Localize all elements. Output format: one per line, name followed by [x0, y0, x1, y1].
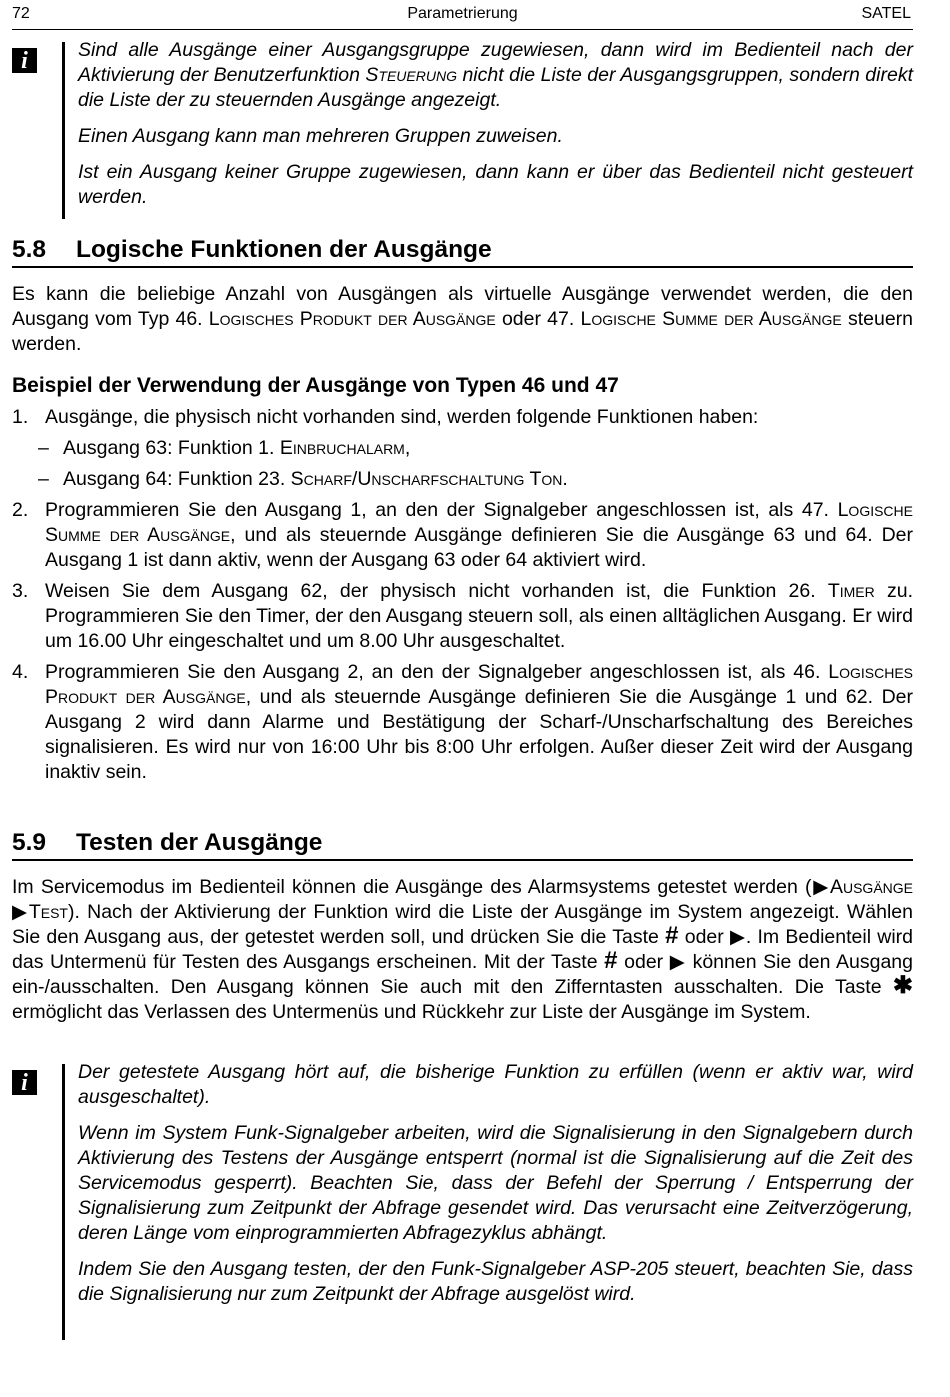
note-text-run: Sind alle Ausgänge einer Ausgangsgruppe zugewiesen, dann wird im Bedienteil nach der Aktivierung der Benutzerfunktion: [78, 39, 913, 86]
info-icon: i: [12, 48, 37, 73]
page-number: 72: [12, 5, 30, 22]
header-title: Parametrierung: [407, 5, 518, 22]
dash-item: [12, 467, 913, 492]
example-list: [12, 405, 913, 791]
function-name: Logische Summe der Ausgänge: [45, 499, 913, 546]
text-run: oder: [678, 926, 730, 948]
list-number: 3.: [12, 580, 29, 602]
list-number: 1.: [12, 406, 29, 428]
function-name: Scharf/Unscharfschaltung Ton: [290, 468, 563, 490]
list-item: [12, 498, 913, 573]
arrow-icon: ▶: [669, 951, 686, 973]
info-icon: i: [12, 1070, 37, 1095]
note-text-run: nicht die Liste der Ausgangsgruppen, sondern direkt die Liste der zu steuernden Ausgänge angezeigt.: [78, 64, 913, 111]
hash-key-icon: #: [604, 947, 618, 974]
section-title: Testen der Ausgänge: [76, 829, 323, 856]
list-item: [12, 660, 913, 785]
star-key-icon: ✱: [892, 972, 913, 999]
section-number: 5.9: [12, 829, 47, 856]
dash-marker: –: [38, 468, 49, 490]
text-run: ,: [404, 437, 411, 459]
text-run: oder 47.: [495, 308, 581, 330]
note-text: [78, 1060, 913, 1318]
text-run: Programmieren Sie den Ausgang 2, an den der Signalgeber angeschlossen ist, als 46.: [45, 661, 829, 683]
header-brand: SATEL: [861, 5, 911, 22]
arrow-icon: ▶: [12, 901, 29, 923]
dash-marker: –: [38, 437, 49, 459]
note-paragraph: [78, 38, 913, 113]
note-bar: [62, 1064, 65, 1340]
function-name: Einbruchalarm: [279, 437, 405, 459]
text-run: , und als steuernde Ausgänge definieren Sie die Ausgänge 1 und 62. Der Ausgang 2 wird dann Alarme und Bestätigung der Scharf-/Unscharfschaltung des Bereiches signalisieren. Es wird nur von 16:00 Uhr bis 8:00 Uhr erfolgen. Außer dieser Zeit wird der Ausgang inaktiv sein.: [45, 686, 913, 783]
hash-key-icon: #: [665, 922, 679, 949]
text-run: zu. Programmieren Sie den Timer, der den Ausgang steuern soll, als einen alltäglichen Ausgang. Er wird um 16.00 Uhr eingeschaltet und um 8.00 Uhr ausgeschaltet.: [45, 580, 913, 652]
menu-path: Test: [28, 901, 68, 923]
text-run: . Im Bedienteil wird das Untermenü für Testen des Ausgangs erscheinen. Mit der Taste: [12, 926, 914, 973]
text-run: Ausgang 63: Funktion 1.: [63, 437, 280, 459]
text-run: oder: [617, 951, 670, 973]
note-bar: [62, 42, 65, 219]
function-name: Logische Summe der Ausgänge: [580, 308, 842, 330]
menu-path: Ausgänge: [829, 876, 913, 898]
text-run: ). Nach der Aktivierung der Funktion wird die Liste der Ausgänge im System angezeigt. Wählen Sie den Ausgang aus, der getestet werden soll, und drücken Sie die Taste: [12, 901, 913, 948]
list-number: 2.: [12, 499, 29, 521]
list-item: [12, 579, 913, 654]
note-paragraph: Ist ein Ausgang keiner Gruppe zugewiesen, dann kann er über das Bedienteil nicht gesteuert werden.: [78, 161, 913, 208]
note-paragraph: Wenn im System Funk-Signalgeber arbeiten, wird die Signalisierung in den Signalgebern durch Aktivierung des Testens der Ausgänge entsperrt (normal ist die Signalisierung auf die Zeit des Servicemodus gesperrt). Beachten Sie, dass der Befehl der Sperrung / Entsperrung der Signalisierung zum Zeitpunkt der Abfrage gesendet wird. Das verursacht eine Zeitverzögerung, deren Länge vom einprogrammierten Abfragezyklus abhängt.: [78, 1122, 913, 1244]
text-run: Weisen Sie dem Ausgang 62, der physisch nicht vorhanden ist, die Funktion 26.: [45, 580, 828, 602]
list-text: Ausgänge, die physisch nicht vorhanden sind, werden folgende Funktionen haben:: [45, 406, 759, 428]
arrow-icon: ▶: [730, 926, 746, 948]
function-name: Logisches Produkt der Ausgänge: [208, 308, 496, 330]
section-title: Logische Funktionen der Ausgänge: [76, 236, 492, 263]
function-name: Logisches Produkt der Ausgänge: [45, 661, 913, 708]
section-number: 5.8: [12, 236, 47, 263]
example-heading: Beispiel der Verwendung der Ausgänge von Typen 46 und 47: [12, 374, 619, 397]
section-heading-5-9: [12, 829, 913, 861]
list-item: [12, 405, 913, 430]
text-run: .: [562, 468, 568, 490]
arrow-icon: ▶: [811, 876, 830, 898]
info-note-2: [12, 1060, 913, 1340]
text-run: , und als steuernde Ausgänge definieren Sie die Ausgänge 63 und 64. Der Ausgang 1 ist dann aktiv, wenn der Ausgang 63 oder 64 aktiviert wird.: [45, 524, 913, 571]
section-5-8-intro: [12, 282, 913, 357]
text-run: steuern werden.: [12, 308, 914, 355]
text-run: können Sie den Ausgang ein-/ausschalten. Den Ausgang können Sie auch mit den Zifferntasten ausschalten. Die Taste: [12, 951, 913, 998]
dash-item: [12, 436, 913, 461]
text-run: Im Servicemodus im Bedienteil können die Ausgänge des Alarmsystems getestet werden (: [12, 876, 812, 898]
text-run: Es kann die beliebige Anzahl von Ausgängen als virtuelle Ausgänge verwendet werden, die den Ausgang vom Typ 46.: [12, 283, 913, 330]
function-name: Timer: [827, 580, 875, 602]
text-run: Programmieren Sie den Ausgang 1, an den der Signalgeber angeschlossen ist, als 47.: [45, 499, 838, 521]
note-paragraph: Der getestete Ausgang hört auf, die bisherige Funktion zu erfüllen (wenn er aktiv war, wird ausgeschaltet).: [78, 1061, 913, 1108]
note-paragraph: Indem Sie den Ausgang testen, der den Funk-Signalgeber ASP-205 steuert, beachten Sie, dass die Signalisierung nur zum Zeitpunkt der Abfrage ausgelöst wird.: [78, 1258, 913, 1305]
note-text: [78, 38, 913, 221]
text-run: ermöglicht das Verlassen des Untermenüs und Rückkehr zur Liste der Ausgänge im System.: [12, 1001, 811, 1023]
section-heading-5-8: [12, 236, 913, 268]
function-name: Steuerung: [365, 64, 457, 86]
page-header: [12, 5, 913, 30]
list-number: 4.: [12, 661, 29, 683]
info-note-1: [12, 38, 913, 219]
note-paragraph: Einen Ausgang kann man mehreren Gruppen zuweisen.: [78, 125, 563, 147]
text-run: Ausgang 64: Funktion 23.: [63, 468, 291, 490]
section-5-9-text: [12, 875, 913, 1025]
